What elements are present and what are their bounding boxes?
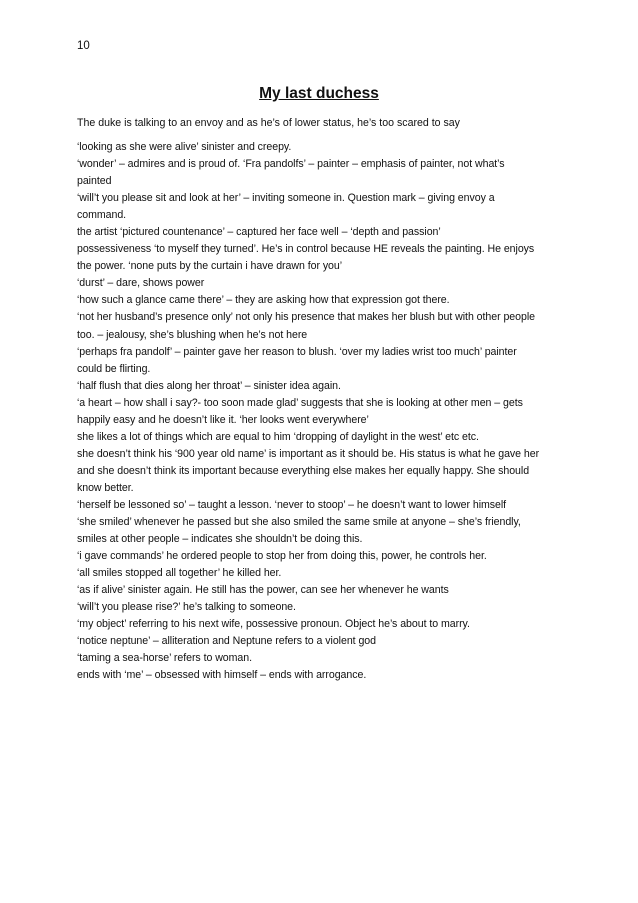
note-item	[77, 292, 577, 309]
intro-paragraph: The duke is talking to an envoy and as he’s of lower status, he’s too scared to say	[77, 117, 460, 129]
note-line: possessiveness ‘to myself they turned’. He’s in control because HE reveals the painting. He enjoys	[77, 243, 535, 256]
notes-list	[77, 139, 577, 685]
note-line: ‘a heart – how shall i say?- too soon made glad’ suggests that she is looking at other men – gets	[77, 396, 523, 409]
note-item	[77, 650, 577, 667]
note-line: command.	[77, 209, 127, 222]
note-line: she doesn’t think his ‘900 year old name’ is important as it should be. His status is what he gave her	[77, 447, 540, 460]
note-item	[77, 429, 577, 446]
note-line: happily easy and he doesn’t like it. ‘her looks went everywhere’	[77, 413, 369, 426]
note-line: ‘herself be lessoned so’ – taught a lesson. ‘never to stoop’ – he doesn’t want to lower himself	[77, 498, 507, 511]
note-item	[77, 548, 577, 565]
note-line: too. – jealousy, she’s blushing when he’s not here	[77, 328, 308, 341]
note-line: ‘my object’ referring to his next wife, possessive pronoun. Object he’s about to marry.	[77, 618, 470, 631]
note-line: ‘i gave commands’ he ordered people to stop her from doing this, power, he controls her.	[77, 550, 487, 563]
note-item	[77, 667, 577, 684]
note-item	[77, 599, 577, 616]
note-line: ‘will’t you please rise?’ he’s talking to someone.	[77, 601, 296, 614]
note-item	[77, 344, 577, 378]
note-line: ‘as if alive’ sinister again. He still has the power, can see her whenever he wants	[77, 584, 449, 597]
note-item	[77, 395, 577, 429]
note-line: ‘how such a glance came there’ – they are asking how that expression got there.	[77, 294, 450, 307]
note-line: ‘taming a sea-horse’ refers to woman.	[77, 652, 252, 665]
note-line: ‘perhaps fra pandolf’ – painter gave her reason to blush. ‘over my ladies wrist too much’ painter	[77, 345, 517, 358]
note-line: ‘looking as she were alive’ sinister and creepy.	[77, 141, 292, 153]
note-item	[77, 224, 577, 241]
note-item	[77, 565, 577, 582]
note-line: the artist ‘pictured countenance’ – captured her face well – ‘depth and passion’	[77, 226, 441, 239]
note-line: ‘not her husband’s presence only’ not only his presence that makes her blush but with other people	[77, 311, 535, 324]
note-item	[77, 190, 577, 224]
note-line: ends with ‘me’ – obsessed with himself – ends with arrogance.	[77, 669, 367, 682]
note-line: she likes a lot of things which are equal to him ‘dropping of daylight in the west’ etc etc.	[77, 430, 479, 443]
page-number: 10	[77, 40, 90, 52]
note-item	[77, 241, 577, 275]
note-item	[77, 446, 577, 497]
note-line: ‘half flush that dies along her throat’ – sinister idea again.	[77, 379, 341, 392]
note-line: ‘durst’ – dare, shows power	[77, 277, 205, 290]
note-item	[77, 633, 577, 650]
note-item	[77, 378, 577, 395]
note-item	[77, 582, 577, 599]
note-line: could be flirting.	[77, 362, 151, 375]
note-line: know better.	[77, 481, 134, 494]
note-item	[77, 616, 577, 633]
note-item	[77, 514, 577, 548]
note-item	[77, 309, 577, 343]
note-line: ‘notice neptune’ – alliteration and Neptune refers to a violent god	[77, 635, 376, 648]
note-line: painted	[77, 175, 112, 188]
note-item	[77, 156, 577, 190]
note-item	[77, 497, 577, 514]
note-line: the power. ‘none puts by the curtain i have drawn for you’	[77, 260, 343, 273]
note-line: ‘will’t you please sit and look at her’ – inviting someone in. Question mark – giving envoy a	[77, 192, 495, 205]
note-line: ‘all smiles stopped all together’ he killed her.	[77, 567, 282, 580]
note-line: ‘wonder’ – admires and is proud of. ‘Fra pandolfs’ – painter – emphasis of painter, not what’s	[77, 158, 505, 171]
note-item	[77, 275, 577, 292]
page-title: My last duchess	[259, 85, 379, 102]
note-line: and she doesn’t think its important because everything else makes her equally happy. She should	[77, 464, 530, 477]
note-item	[77, 139, 577, 156]
note-line: ‘she smiled’ whenever he passed but she also smiled the same smile at anyone – she’s friendly,	[77, 516, 521, 529]
note-line: smiles at other people – indicates she shouldn’t be doing this.	[77, 533, 363, 546]
